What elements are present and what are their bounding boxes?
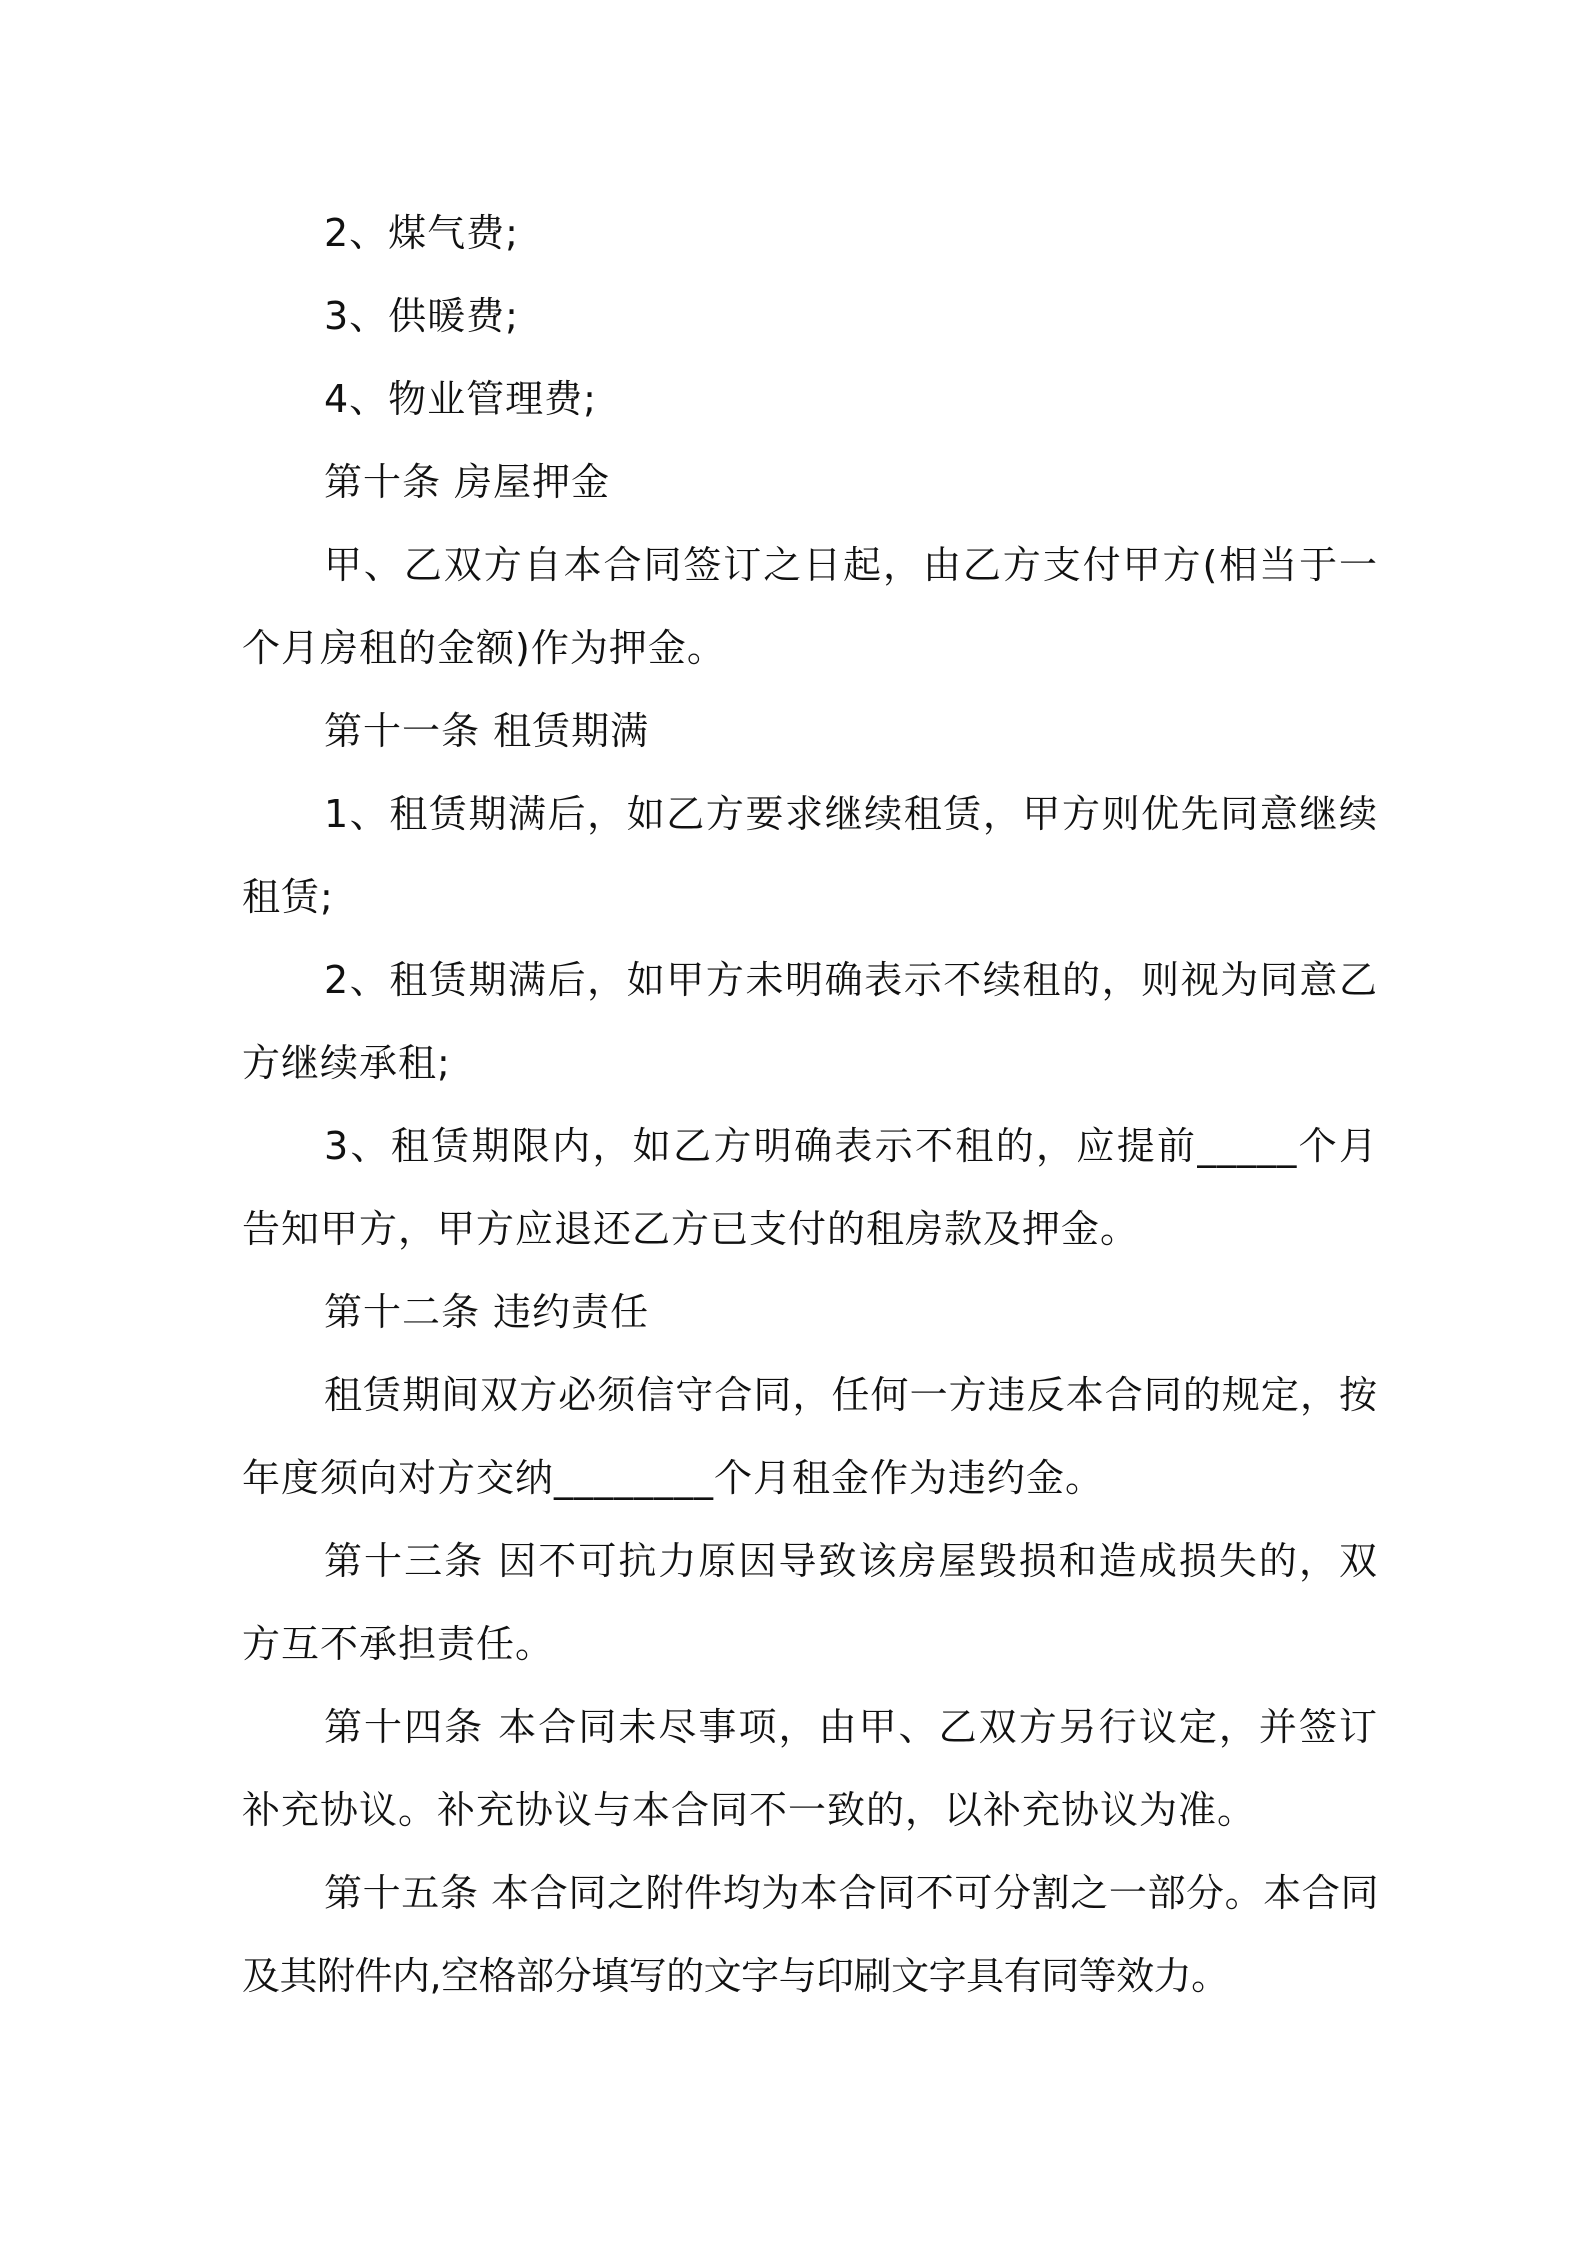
article-11-clause-2: 2、租赁期满后，如甲方未明确表示不续租的，则视为同意乙方继续承租;	[242, 958, 1378, 1085]
document-body	[242, 192, 1378, 2018]
article-12-heading: 第十二条 违约责任	[324, 1290, 650, 1334]
article-13-text: 第十三条 因不可抗力原因导致该房屋毁损和造成损失的，双方互不承担责任。	[242, 1539, 1378, 1666]
article-10-text: 甲、乙双方自本合同签订之日起，由乙方支付甲方(相当于一个月房租的金额)作为押金。	[242, 543, 1378, 670]
article-10-heading: 第十条 房屋押金	[324, 460, 611, 504]
paragraph-heating-fee: 3、供暖费;	[324, 294, 519, 338]
paragraph-gas-fee: 2、煤气费;	[324, 211, 519, 255]
article-11-heading: 第十一条 租赁期满	[324, 709, 650, 753]
article-12-text: 租赁期间双方必须信守合同，任何一方违反本合同的规定，按年度须向对方交纳________个月租金作为违约金。	[242, 1373, 1378, 1500]
article-11-clause-3: 3、租赁期限内，如乙方明确表示不租的，应提前_____个月告知甲方，甲方应退还乙方已支付的租房款及押金。	[242, 1124, 1378, 1251]
article-14-text: 第十四条 本合同未尽事项，由甲、乙双方另行议定，并签订补充协议。补充协议与本合同不一致的，以补充协议为准。	[242, 1705, 1378, 1832]
article-15-text: 第十五条 本合同之附件均为本合同不可分割之一部分。本合同及其附件内,空格部分填写的文字与印刷文字具有同等效力。	[242, 1871, 1378, 1998]
article-11-clause-1: 1、租赁期满后，如乙方要求继续租赁，甲方则优先同意继续租赁;	[242, 792, 1378, 919]
paragraph-property-fee: 4、物业管理费;	[324, 377, 597, 421]
